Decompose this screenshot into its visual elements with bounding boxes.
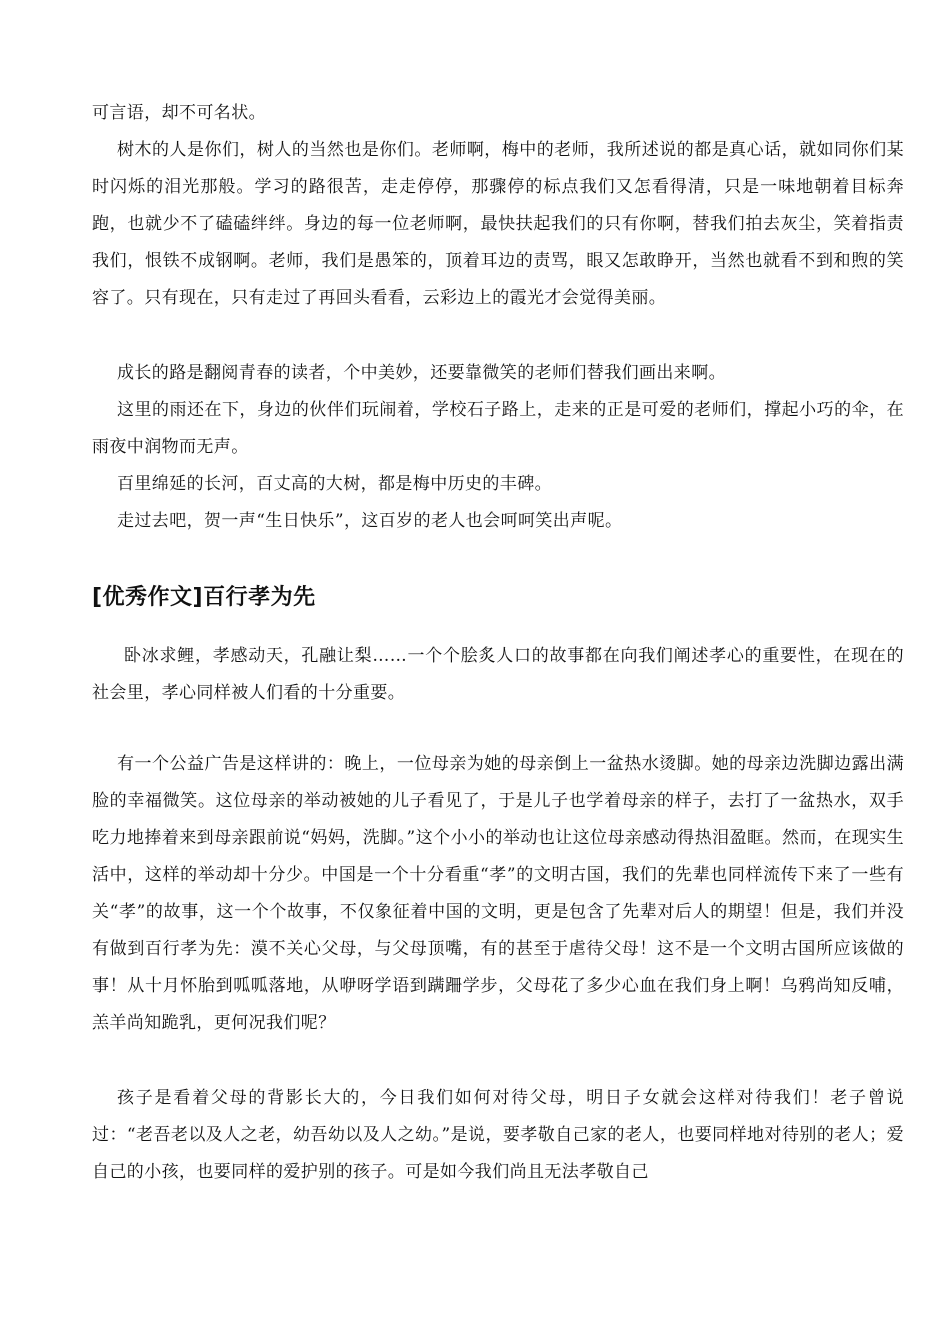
paragraph-filial-intro: 卧冰求鲤，孝感动天，孔融让梨……一个个脍炙人口的故事都在向我们阐述孝心的重要性，在现在的社会里，孝心同样被人们看的十分重要。: [92, 646, 904, 703]
paragraph-rain: 这里的雨还在下，身边的伙伴们玩闹着，学校石子路上，走来的正是可爱的老师们，撑起小巧的伞，在雨夜中润物而无声。: [92, 400, 904, 457]
paragraph-growth-road: 成长的路是翻阅青春的读者，个中美妙，还要靠微笑的老师们替我们画出来啊。: [117, 363, 726, 383]
paragraph-river-tree: 百里绵延的长河，百丈高的大树，都是梅中历史的丰碑。: [117, 474, 552, 494]
paragraph-opening-fragment: 可言语，却不可名状。: [92, 103, 266, 123]
paragraph-teachers: 树木的人是你们，树人的当然也是你们。老师啊，梅中的老师，我所述说的都是真心话，就如同你们某时闪烁的泪光那般。学习的路很苦，走走停停，那骤停的标点我们又怎看得清，只是一味地朝着目标奔跑，也就少不了磕磕绊绊。身边的每一位老师啊，最快扶起我们的只有你啊，替我们拍去灰尘，笑着指责我们，恨铁不成钢啊。老师，我们是愚笨的，顶着耳边的责骂，眼又怎敢睁开，当然也就看不到和煦的笑容了。只有现在，只有走过了再回头看看，云彩边上的霞光才会觉得美丽。: [92, 140, 904, 308]
paragraph-children: 孩子是看着父母的背影长大的，今日我们如何对待父母，明日子女就会这样对待我们！老子曾说过：“老吾老以及人之老，幼吾幼以及人之幼。”是说，要孝敬自己家的老人，也要同样地对待别的老人；爱自己的小孩，也要同样的爱护别的孩子。可是如今我们尚且无法孝敬自己: [92, 1088, 904, 1182]
essay-title: [优秀作文]百行孝为先: [92, 585, 316, 610]
paragraph-birthday: 走过去吧，贺一声“生日快乐”，这百岁的老人也会呵呵笑出声呢。: [117, 511, 623, 531]
paragraph-public-ad: 有一个公益广告是这样讲的：晚上，一位母亲为她的母亲倒上一盆热水烫脚。她的母亲边洗脚边露出满脸的幸福微笑。这位母亲的举动被她的儿子看见了，于是儿子也学着母亲的样子，去打了一盆热水，双手吃力地捧着来到母亲跟前说“妈妈，洗脚。”这个小小的举动也让这位母亲感动得热泪盈眶。然而，在现实生活中，这样的举动却十分少。中国是一个十分看重“孝”的文明古国，我们的先辈也同样流传下来了一些有关“孝”的故事，这一个个故事，不仅象征着中国的文明，更是包含了先辈对后人的期望！但是，我们并没有做到百行孝为先：漠不关心父母，与父母顶嘴，有的甚至于虐待父母！这不是一个文明古国所应该做的事！从十月怀胎到呱呱落地，从咿呀学语到蹒跚学步，父母花了多少心血在我们身上啊！乌鸦尚知反哺，羔羊尚知跪乳，更何况我们呢？: [92, 754, 904, 1033]
